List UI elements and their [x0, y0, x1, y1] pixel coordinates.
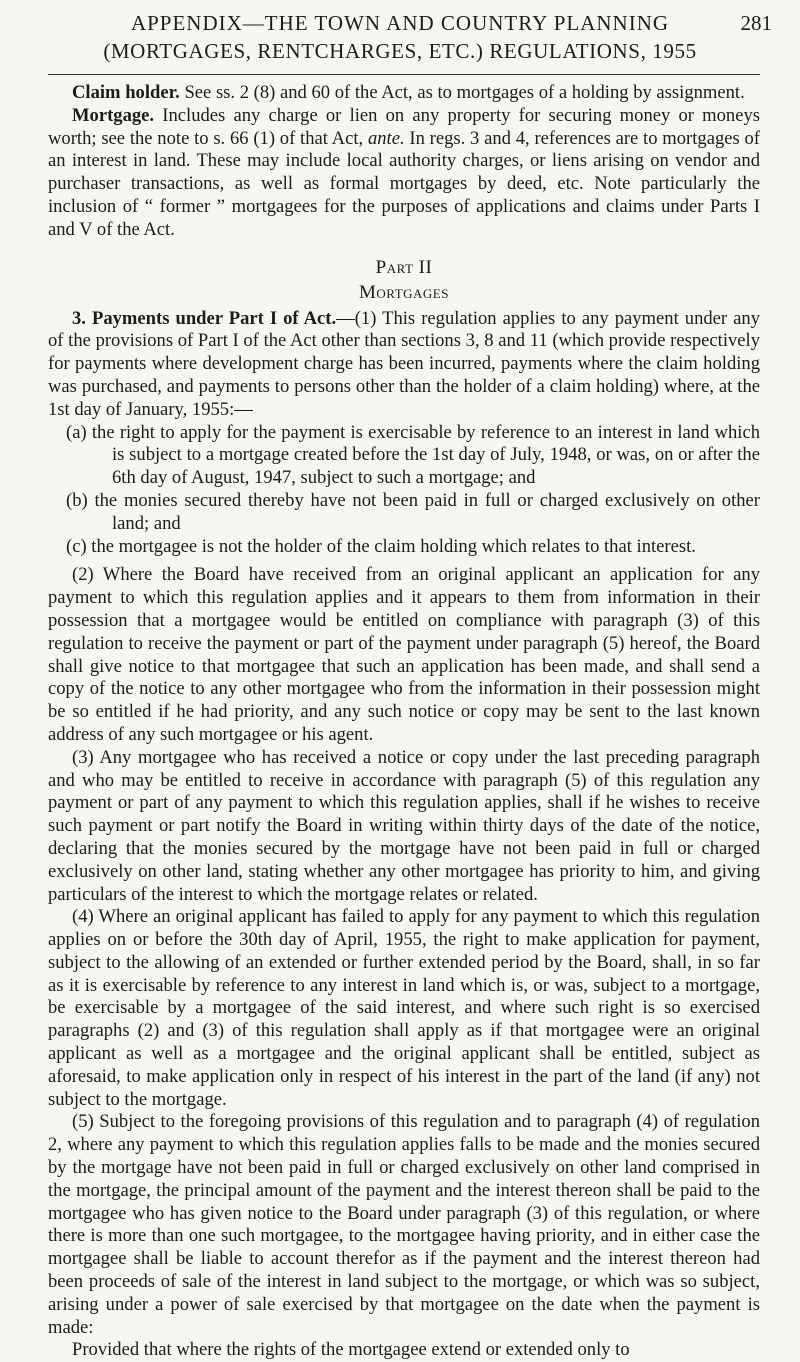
- part-subheading: Mortgages: [359, 281, 449, 303]
- definition-text: See ss. 2 (8) and 60 of the Act, as to mortgages of a holding by assignment.: [179, 82, 745, 103]
- document-body: [48, 82, 760, 1362]
- definition-term: Claim holder.: [72, 82, 180, 103]
- list-item: (a) the right to apply for the payment is exercisable by reference to an interest in land which is subject to a mortgage created before the 1st day of July, 1948, or was, on or after the 6th day of August, 1947, subject to such a mortgage; and: [66, 421, 760, 489]
- definition-mortgage: [48, 105, 760, 242]
- definition-ante: ante.: [367, 127, 405, 149]
- list-item: (b) the monies secured thereby have not been paid in full or charged exclusively on other land; and: [66, 489, 760, 534]
- running-head: [0, 10, 800, 65]
- list-item: (c) the mortgagee is not the holder of the claim holding which relates to that interest.: [66, 535, 696, 557]
- definition-claim-holder: [48, 82, 760, 105]
- definition-text: Includes any charge or lien on any property for securing money or moneys worth; see the note to s. 66 (1) of that Act,: [48, 104, 760, 149]
- definition-text-continued: In regs. 3 and 4, references are to mortgages of an interest in land. These may include local authority charges, or liens arising on vendor and purchaser transactions, as well as formal mortgages by deed, etc. Note particularly the inclusion of “ former ” mortgagees for the purposes of applications and claims under Parts I and V of the Act.: [48, 127, 760, 240]
- regulation-title: 3. Payments under Part I of Act.: [72, 307, 337, 329]
- part-heading: Part II: [375, 256, 433, 278]
- running-head-subtitle: (MORTGAGES, RENTCHARGES, ETC.) REGULATIONS, 1955: [103, 39, 697, 63]
- paragraph-4: (4) Where an original applicant has failed to apply for any payment to which this regulation applies on or before the 30th day of April, 1955, the right to make application for payment, subject to the allowing of an extended or further extended period by the Board, shall, in so far as it is exercisable by reference to any interest in land which is, or was, subject to a mortgage, be exercisable by a mortgagee of the said interest, and where such right is so exercised paragraphs (2) and (3) of this regulation shall apply as if that mortgagee were an original applicant as well as a mortgagee and the original applicant shall be entitled, subject as aforesaid, to make application only in respect of his interest in the part of the land (if any) not subject to the mortgage.: [48, 906, 760, 1110]
- running-head-title: APPENDIX—THE TOWN AND COUNTRY PLANNING: [130, 11, 670, 35]
- proviso: Provided that where the rights of the mortgagee extend or extended only to: [72, 1339, 630, 1361]
- paragraph-3: (3) Any mortgagee who has received a notice or copy under the last preceding paragraph and who may be entitled to receive in accordance with paragraph (5) of this regulation any payment or part of any payment to which this regulation applies, shall if he wishes to receive such payment or part notify the Board in writing within thirty days of the date of the notice, declaring that the monies secured by the mortgage have not been paid in full or charged exclusively on other land, stating whether any other mortgagee has priority to him, and giving particulars of the interest to which the mortgage relates or related.: [48, 746, 760, 905]
- definition-term: Mortgage.: [72, 104, 155, 126]
- regulation-intro-text: —(1) This regulation applies to any payment under any of the provisions of Part I of the Act other than sections 3, 8 and 11 (which provide respectively for payments where development charge has been incurred, payments where the claim holding was purchased, and payments to persons other than the holder of a claim holding) where, at the 1st day of January, 1955:—: [48, 307, 760, 420]
- header-rule: [48, 74, 760, 75]
- regulation-3-intro: [48, 308, 760, 422]
- paragraph-2: (2) Where the Board have received from an original applicant an application for any payment to which this regulation applies and it appears to them from information in their possession that a mortgagee would be entitled on compliance with paragraph (3) of this regulation to receive the payment or part of the payment under paragraph (5) hereof, the Board shall give notice to that mortgagee that such an application has been made, and shall send a copy of the notice to any other mortgagee who from the information in their possession might be so entitled if he had priority, and any such notice or copy may be sent to the last known address of any such mortgagee or his agent.: [48, 564, 760, 745]
- paragraph-5: (5) Subject to the foregoing provisions of this regulation and to paragraph (4) of regulation 2, where any payment to which this regulation applies falls to be made and the monies secured by the mortgage have not been paid in full or charged exclusively on other land comprised in the mortgage, the principal amount of the payment and the interest thereon shall be paid to the mortgagee who has given notice to the Board under paragraph (3) of this regulation, or where there is more than one such mortgagee, to the mortgagee having priority, and in either case the mortgagee shall be liable to account therefor as if the payment and the interest thereon had been proceeds of sale of the interest in land subject to the mortgage, or which was so subject, arising under a power of sale exercised by that mortgagee on the date when the payment is made:: [48, 1111, 760, 1338]
- page-number: 281: [740, 11, 772, 35]
